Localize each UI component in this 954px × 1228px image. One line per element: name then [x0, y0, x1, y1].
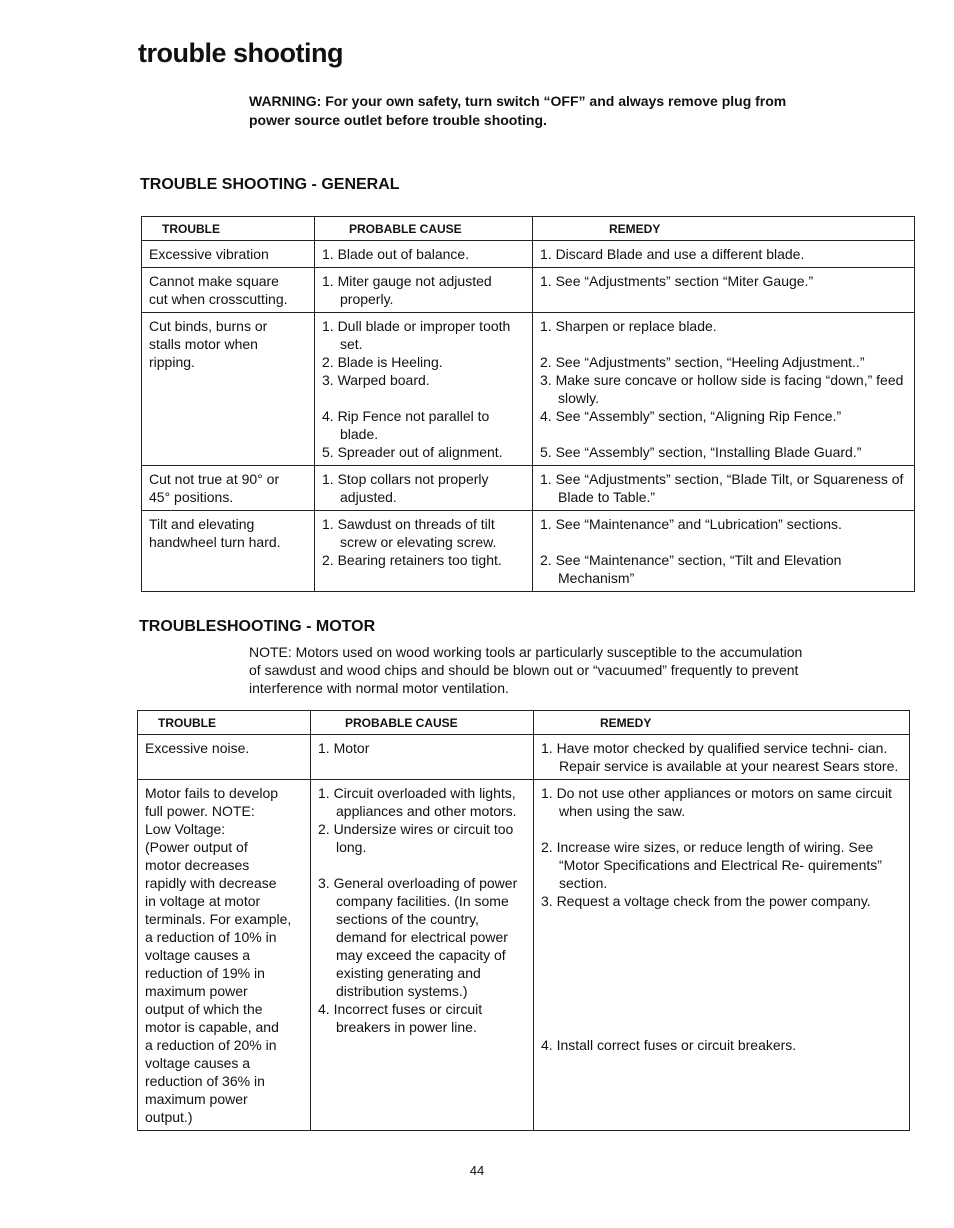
- remedy-item: 1. Do not use other appliances or motors on same circuit when using the saw.: [541, 785, 892, 819]
- probable-cause-item: 3. General overloading of power company facilities. (In some sections of the country, demand for electrical power may exceed the capacity of existing generating and distribution systems.): [318, 875, 518, 999]
- remedy-item: 1. See “Adjustments” section, “Blade Tilt, or Squareness of Blade to Table.”: [540, 471, 904, 505]
- motor-trouble-table: [137, 710, 910, 1131]
- probable-cause-item: 1. Miter gauge not adjusted properly.: [322, 273, 492, 307]
- trouble-text: Motor fails to develop: [145, 785, 279, 801]
- remedy-item: 4. Install correct fuses or circuit breakers.: [541, 1037, 797, 1053]
- trouble-cell: [142, 268, 315, 313]
- probable-cause-list: [322, 317, 526, 461]
- trouble-text: voltage causes a: [145, 1055, 251, 1071]
- trouble-text: cut when crosscutting.: [149, 291, 288, 307]
- probable-cause-list: [322, 470, 526, 506]
- probable-cause-list: [322, 245, 526, 263]
- probable-cause-cell: [315, 511, 533, 592]
- trouble-text: maximum power: [145, 983, 248, 999]
- trouble-text: reduction of 19% in: [145, 965, 265, 981]
- remedy-cell: [533, 511, 915, 592]
- probable-cause-cell: [315, 313, 533, 466]
- remedy-list: [540, 245, 908, 263]
- trouble-text: handwheel turn hard.: [149, 534, 281, 550]
- remedy-cell: [533, 268, 915, 313]
- remedy-list: [541, 739, 903, 775]
- probable-cause-item: 4. Rip Fence not parallel to blade.: [322, 408, 490, 442]
- column-header-trouble: TROUBLE: [142, 217, 315, 241]
- trouble-text: Cannot make square: [149, 273, 279, 289]
- trouble-text: Low Voltage:: [145, 821, 226, 837]
- probable-cause-cell: [315, 241, 533, 268]
- trouble-text: 45° positions.: [149, 489, 234, 505]
- probable-cause-item: 1. Blade out of balance.: [322, 246, 470, 262]
- remedy-cell: [533, 241, 915, 268]
- remedy-item: 5. See “Assembly” section, “Installing Blade Guard.”: [540, 444, 862, 460]
- trouble-text: Cut not true at 90° or: [149, 471, 280, 487]
- safety-warning: WARNING: For your own safety, turn switch “OFF” and always remove plug from power source outlet before trouble shooting.: [249, 93, 787, 128]
- probable-cause-cell: [311, 780, 534, 1131]
- remedy-item: 1. Have motor checked by qualified service techni- cian. Repair service is available at your nearest Sears store.: [541, 740, 899, 774]
- probable-cause-item: 2. Blade is Heeling.: [322, 354, 443, 370]
- motor-section-heading: TROUBLESHOOTING - MOTOR: [139, 618, 376, 635]
- probable-cause-item: 1. Sawdust on threads of tilt screw or elevating screw.: [322, 516, 497, 550]
- remedy-cell: [534, 735, 910, 780]
- trouble-cell: [142, 466, 315, 511]
- trouble-text: stalls motor when: [149, 336, 258, 352]
- probable-cause-item: 5. Spreader out of alignment.: [322, 444, 503, 460]
- trouble-text: motor is capable, and: [145, 1019, 279, 1035]
- probable-cause-list: [318, 784, 527, 1036]
- trouble-text: a reduction of 10% in: [145, 929, 277, 945]
- trouble-cell: [142, 511, 315, 592]
- trouble-text: Cut binds, burns or: [149, 318, 268, 334]
- table-row: [138, 735, 910, 780]
- page-title: trouble shooting: [138, 38, 343, 68]
- trouble-text: Excessive noise.: [145, 740, 250, 756]
- trouble-text: maximum power: [145, 1091, 248, 1107]
- trouble-text: Tilt and elevating: [149, 516, 255, 532]
- trouble-cell: [138, 735, 311, 780]
- trouble-text: voltage causes a: [145, 947, 251, 963]
- trouble-text: output.): [145, 1109, 193, 1125]
- trouble-text: a reduction of 20% in: [145, 1037, 277, 1053]
- table-header-row: [142, 217, 915, 241]
- probable-cause-item: 1. Motor: [318, 740, 370, 756]
- column-header-remedy: REMEDY: [533, 217, 915, 241]
- remedy-list: [540, 470, 908, 506]
- motor-note: NOTE: Motors used on wood working tools ar particularly susceptible to the accumulation of sawdust and wood chips and should be blown out or “vacuumed” frequently to prevent interference with normal motor ventilation.: [249, 644, 803, 696]
- table-row: [142, 313, 915, 466]
- probable-cause-item: 1. Dull blade or improper tooth set.: [322, 318, 511, 352]
- remedy-item: 1. Discard Blade and use a different blade.: [540, 246, 805, 262]
- trouble-cell: [138, 780, 311, 1131]
- probable-cause-list: [322, 272, 526, 308]
- probable-cause-item: 1. Stop collars not properly adjusted.: [322, 471, 489, 505]
- remedy-cell: [534, 780, 910, 1131]
- page-number: 44: [469, 1163, 485, 1178]
- remedy-cell: [533, 466, 915, 511]
- remedy-item: 2. See “Maintenance” section, “Tilt and Elevation Mechanism”: [540, 552, 842, 586]
- remedy-list: [540, 272, 908, 290]
- table-row: [142, 241, 915, 268]
- general-trouble-table: [141, 216, 915, 592]
- remedy-list: [540, 515, 908, 587]
- column-header-probable-cause: PROBABLE CAUSE: [315, 217, 533, 241]
- column-header-trouble: TROUBLE: [138, 711, 311, 735]
- remedy-list: [541, 784, 903, 1054]
- remedy-item: 3. Request a voltage check from the power company.: [541, 893, 871, 909]
- probable-cause-list: [318, 739, 527, 757]
- trouble-cell: [142, 241, 315, 268]
- probable-cause-item: 3. Warped board.: [322, 372, 430, 388]
- probable-cause-list: [322, 515, 526, 569]
- remedy-item: 2. Increase wire sizes, or reduce length of wiring. See “Motor Specifications and Electrical Re- quirements” section.: [541, 839, 882, 891]
- remedy-item: 3. Make sure concave or hollow side is facing “down,” feed slowly.: [540, 372, 904, 406]
- remedy-item: 2. See “Adjustments” section, “Heeling Adjustment..”: [540, 354, 865, 370]
- table-row: [142, 511, 915, 592]
- trouble-text: Excessive vibration: [149, 246, 269, 262]
- trouble-text: ripping.: [149, 354, 195, 370]
- trouble-cell: [142, 313, 315, 466]
- trouble-text: (Power output of: [145, 839, 248, 855]
- remedy-cell: [533, 313, 915, 466]
- trouble-text: output of which the: [145, 1001, 263, 1017]
- table-row: [142, 466, 915, 511]
- trouble-text: full power. NOTE:: [145, 803, 255, 819]
- remedy-item: 1. Sharpen or replace blade.: [540, 318, 717, 334]
- probable-cause-item: 1. Circuit overloaded with lights, appliances and other motors.: [318, 785, 517, 819]
- column-header-remedy: REMEDY: [534, 711, 910, 735]
- remedy-item: 1. See “Adjustments” section “Miter Gauge.”: [540, 273, 814, 289]
- trouble-text: reduction of 36% in: [145, 1073, 265, 1089]
- table-header-row: [138, 711, 910, 735]
- remedy-list: [540, 317, 908, 461]
- table-row: [142, 268, 915, 313]
- column-header-probable-cause: PROBABLE CAUSE: [311, 711, 534, 735]
- trouble-text: terminals. For example,: [145, 911, 292, 927]
- remedy-item: 4. See “Assembly” section, “Aligning Rip Fence.”: [540, 408, 842, 424]
- probable-cause-item: 2. Bearing retainers too tight.: [322, 552, 502, 568]
- table-row: [138, 780, 910, 1131]
- trouble-text: motor decreases: [145, 857, 250, 873]
- trouble-text: in voltage at motor: [145, 893, 261, 909]
- probable-cause-cell: [315, 268, 533, 313]
- probable-cause-cell: [311, 735, 534, 780]
- probable-cause-item: 2. Undersize wires or circuit too long.: [318, 821, 514, 855]
- remedy-item: 1. See “Maintenance” and “Lubrication” sections.: [540, 516, 842, 532]
- probable-cause-item: 4. Incorrect fuses or circuit breakers in power line.: [318, 1001, 483, 1035]
- trouble-text: rapidly with decrease: [145, 875, 277, 891]
- probable-cause-cell: [315, 466, 533, 511]
- general-section-heading: TROUBLE SHOOTING - GENERAL: [140, 176, 400, 193]
